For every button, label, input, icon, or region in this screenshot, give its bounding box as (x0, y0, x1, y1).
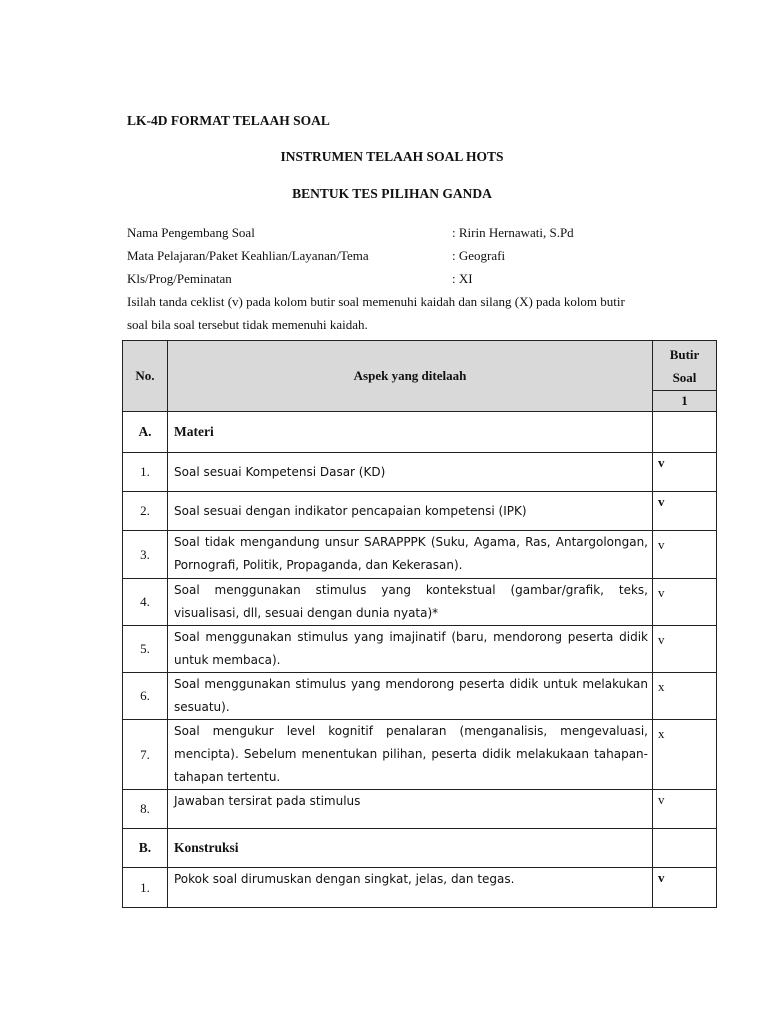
header-item-number (653, 391, 717, 412)
row-aspect: Jawaban tersirat pada stimulus (168, 790, 653, 829)
row-aspect: Soal menggunakan stimulus yang mendorong peserta didik untuk melakukan sesuatu). (168, 673, 653, 720)
section-name-cell (168, 412, 653, 453)
table-row (123, 790, 717, 829)
info-row-subject (127, 248, 727, 268)
table-row (123, 492, 717, 531)
table-row (123, 579, 717, 626)
row-mark: v (653, 790, 717, 829)
row-aspect: Soal mengukur level kognitif penalaran (menganalisis, mengevaluasi, mencipta). Sebelum menentukan pilihan, peserta didik melakukaan tahapan-tahapan tertentu. (168, 720, 653, 790)
document-code-title: LK-4D FORMAT TELAAH SOAL (127, 113, 330, 128)
info-row-developer (127, 225, 727, 245)
row-mark: v (653, 626, 717, 673)
row-number: 6. (123, 673, 168, 720)
row-number: 1. (123, 453, 168, 492)
section-name: Materi (174, 424, 214, 439)
instruction-line-1: Isilah tanda ceklist (v) pada kolom butir soal memenuhi kaidah dan silang (X) pada kolom butir (127, 294, 625, 309)
section-name-cell (168, 829, 653, 868)
row-mark: x (653, 720, 717, 790)
header-no-label: No. (135, 368, 155, 383)
table-row (123, 453, 717, 492)
row-aspect: Soal tidak mengandung unsur SARAPPPK (Suku, Agama, Ras, Antargolongan, Pornografi, Politik, Propaganda, dan Kekerasan). (168, 531, 653, 579)
header-no (123, 341, 168, 412)
review-table (122, 340, 717, 908)
info-label: Kls/Prog/Peminatan (127, 271, 232, 286)
header-item-line-2: Soal (672, 369, 697, 385)
row-number: 1. (123, 868, 168, 908)
row-mark: v (653, 579, 717, 626)
row-mark: x (653, 673, 717, 720)
info-value: : Geografi (452, 248, 506, 263)
row-mark: v (653, 868, 717, 908)
row-aspect: Soal menggunakan stimulus yang imajinatif (baru, mendorong peserta didik untuk membaca). (168, 626, 653, 673)
section-row-konstruksi (123, 829, 717, 868)
table-row (123, 673, 717, 720)
row-number: 2. (123, 492, 168, 531)
header-item-number-label: 1 (681, 393, 688, 408)
info-label: Nama Pengembang Soal (127, 225, 255, 240)
info-value: : Ririn Hernawati, S.Pd (452, 225, 574, 240)
row-number: 7. (123, 720, 168, 790)
table-row (123, 720, 717, 790)
section-mark-cell (653, 829, 717, 868)
row-mark: v (653, 492, 717, 531)
row-number: 3. (123, 531, 168, 579)
table-row (123, 626, 717, 673)
row-aspect: Soal sesuai dengan indikator pencapaian kompetensi (IPK) (168, 492, 653, 531)
row-mark: v (653, 453, 717, 492)
document-title: INSTRUMEN TELAAH SOAL HOTS (280, 149, 504, 164)
row-number: 5. (123, 626, 168, 673)
header-item-line-1: Butir (669, 346, 700, 362)
row-aspect: Soal menggunakan stimulus yang kontekstual (gambar/grafik, teks, visualisasi, dll, sesuai dengan dunia nyata)* (168, 579, 653, 626)
instruction-line-2: soal bila soal tersebut tidak memenuhi kaidah. (127, 317, 368, 332)
row-aspect: Pokok soal dirumuskan dengan singkat, jelas, dan tegas. (168, 868, 653, 908)
row-aspect: Soal sesuai Kompetensi Dasar (KD) (168, 453, 653, 492)
section-letter-cell (123, 412, 168, 453)
section-row-materi (123, 412, 717, 453)
header-aspect-label: Aspek yang ditelaah (353, 368, 467, 383)
section-name: Konstruksi (174, 840, 239, 855)
header-aspect (168, 341, 653, 412)
header-item (653, 341, 717, 391)
section-letter: A. (138, 424, 152, 439)
section-letter-cell (123, 829, 168, 868)
table-row (123, 868, 717, 908)
row-mark: v (653, 531, 717, 579)
info-row-class (127, 271, 727, 291)
info-label: Mata Pelajaran/Paket Keahlian/Layanan/Tema (127, 248, 369, 263)
document-subtitle: BENTUK TES PILIHAN GANDA (292, 186, 492, 201)
section-mark-cell (653, 412, 717, 453)
row-number: 8. (123, 790, 168, 829)
table-row (123, 531, 717, 579)
section-letter: B. (138, 840, 152, 855)
row-number: 4. (123, 579, 168, 626)
info-value: : XI (452, 271, 473, 286)
